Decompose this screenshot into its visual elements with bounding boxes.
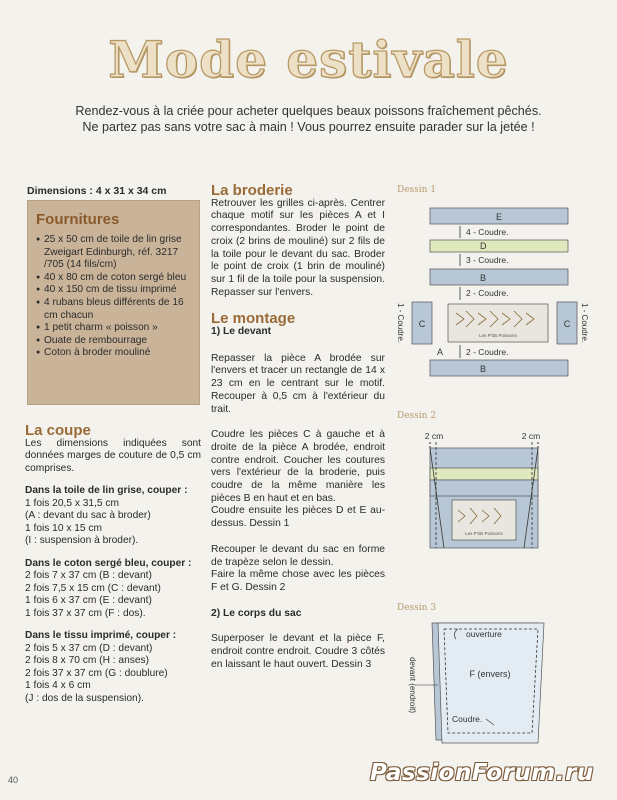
coudre-1-left: 1 - Coudre.	[396, 302, 405, 344]
coupe-group	[25, 558, 201, 621]
montage-para: Repasser la pièce A brodée sur l'envers et tracer un rectangle de 14 x 23 cm en le centrant sur le motif. Recouper à 0,5 cm à l'extérieur du trait.	[211, 352, 385, 415]
coupe-title: La coupe	[25, 422, 91, 439]
coupe-line: 2 fois 5 x 37 cm (D : devant)	[25, 642, 153, 654]
piece-a-label: A	[437, 347, 444, 357]
intro-line: Ne partez pas sans votre sac à main ! Vous pourrez ensuite parader sur la jetée !	[82, 120, 535, 134]
coupe-line: 1 fois 6 x 37 cm (E : devant)	[25, 595, 152, 606]
intro-text	[30, 103, 587, 135]
list-item: ● Coton à broder mouliné	[36, 347, 191, 360]
list-item: ● 40 x 150 cm de tissu imprimé	[36, 284, 191, 297]
coupe-group	[25, 630, 201, 705]
dessin2-left-label: 2 cm	[424, 431, 444, 441]
dessin3-label: Dessin 3	[397, 603, 437, 613]
coudre-4: 4 - Coudre.	[466, 227, 509, 237]
coupe-line: 2 fois 7,5 x 15 cm (C : devant)	[25, 582, 161, 594]
piece-d	[430, 240, 568, 252]
list-item: ● 1 petit charm « poisson »	[36, 322, 191, 335]
motif-label: Les P'tits Poissons	[479, 333, 517, 338]
fournitures-panel	[27, 200, 200, 405]
broderie-text: Retrouver les grilles ci-après. Centrer chaque motif sur les pièces A et I correspondantes. Broder le point de croix (2 brins de mouliné) sur 2 fils de la toile pour le devant du sac. Broder le point de croix (1 brin de mouliné) sur 1 fil de la toile pour la suspension. Repasser sur l'envers.	[211, 197, 385, 298]
coupe-line: 1 fois 37 x 37 cm (F : dos).	[25, 607, 146, 619]
piece-b-label: B	[480, 273, 487, 283]
coudre-3: 3 - Coudre.	[466, 255, 509, 265]
coudre-2: 2 - Coudre.	[466, 288, 509, 298]
coupe-section	[25, 422, 201, 715]
list-item: ● 40 x 80 cm de coton sergé bleu	[36, 272, 191, 285]
dessin2-label: Dessin 2	[397, 411, 437, 421]
piece-e-label: E	[495, 212, 503, 222]
ouverture-label: ouverture	[466, 629, 502, 639]
fournitures-title: Fournitures	[36, 211, 120, 228]
piece-c-label-right: C	[563, 319, 571, 329]
coupe-line: 2 fois 7 x 37 cm (B : devant)	[25, 570, 152, 581]
list-item: ● 25 x 50 cm de toile de lin grise Zweigart Edinburgh, réf. 3217 /705 (14 fils/cm)	[36, 234, 191, 272]
coupe-line: 1 fois 20,5 x 31,5 cm	[25, 497, 120, 509]
dimensions: Dimensions : 4 x 31 x 34 cm	[27, 185, 167, 197]
coudre-1-right: 1 - Coudre.	[580, 302, 589, 344]
piece-d-label: D	[480, 241, 487, 251]
watermark: PassionForum.ru	[370, 760, 594, 786]
piece-c-label: C	[418, 319, 426, 329]
list-item: ● 4 rubans bleus différents de 16 cm chacun	[36, 297, 191, 322]
fournitures-list	[36, 234, 191, 360]
intro-line: Rendez-vous à la criée pour acheter quelques beaux poissons fraîchement pêchés.	[75, 104, 542, 118]
list-item: ● Ouate de rembourrage	[36, 335, 191, 348]
montage-para: Faire la même chose avec les pièces F et G. Dessin 2	[211, 569, 385, 593]
page-number: 40	[8, 775, 19, 785]
coupe-heading: Dans le tissu imprimé, couper :	[25, 630, 177, 641]
dessin2-motif: Les P'tits Poissons	[465, 531, 503, 536]
coupe-heading: Dans le coton sergé bleu, couper :	[25, 557, 192, 569]
dessin1-label: Dessin 1	[397, 185, 437, 195]
coupe-intro: Les dimensions indiquées sont données marges de couture de 0,5 cm comprises.	[25, 437, 201, 474]
montage-para: Recouper le devant du sac en forme de trapèze selon le dessin.	[211, 543, 385, 568]
coupe-line: 2 fois 8 x 70 cm (H : anses)	[25, 655, 149, 666]
coupe-line: (A : devant du sac à broder)	[25, 510, 151, 521]
montage-sub2: 2) Le corps du sac	[211, 607, 302, 619]
coupe-line: 1 fois 10 x 15 cm	[25, 522, 103, 534]
dessin3-diagram	[398, 615, 558, 750]
devant-label: devant (endroit)	[408, 656, 417, 714]
montage-title: Le montage	[211, 310, 296, 328]
dessin2-right-label: 2 cm	[521, 431, 541, 441]
montage-para: Coudre ensuite les pièces D et E au-dessus. Dessin 1	[211, 505, 385, 530]
f-envers-label: F (envers)	[469, 669, 511, 679]
dessin2-diagram	[420, 428, 550, 558]
montage-para: Coudre les pièces C à gauche et à droite de la pièce A brodée, endroit contre endroit. Coucher les coutures vers l'extérieur de la broderie, puis coudre de la même manière les pièces B en haut et en bas.	[211, 429, 385, 504]
piece-b-bottom	[430, 360, 568, 376]
dessin1-diagram	[390, 195, 590, 385]
coupe-heading: Dans la toile de lin grise, couper :	[25, 485, 188, 496]
coupe-line: 1 fois 4 x 6 cm	[25, 680, 91, 691]
instructions-column	[211, 182, 385, 681]
coupe-group	[25, 485, 201, 548]
page-title: Mode estivale	[108, 30, 509, 89]
piece-b-label-bottom: B	[480, 364, 487, 374]
coudre-label: Coudre.	[452, 714, 483, 724]
montage-sub1: 1) Le devant	[211, 326, 272, 338]
coudre-2-bottom: 2 - Coudre.	[466, 347, 509, 357]
coupe-line: (I : suspension à broder).	[25, 535, 139, 546]
montage-final: Superposer le devant et la pièce F, endroit contre endroit. Coudre 3 côtés en laissant le haut ouvert. Dessin 3	[211, 633, 385, 670]
broderie-title: La broderie	[211, 182, 293, 199]
piece-b-top	[430, 269, 568, 285]
coupe-line: (J : dos de la suspension).	[25, 692, 144, 704]
coupe-line: 2 fois 37 x 37 cm (G : doublure)	[25, 667, 168, 679]
